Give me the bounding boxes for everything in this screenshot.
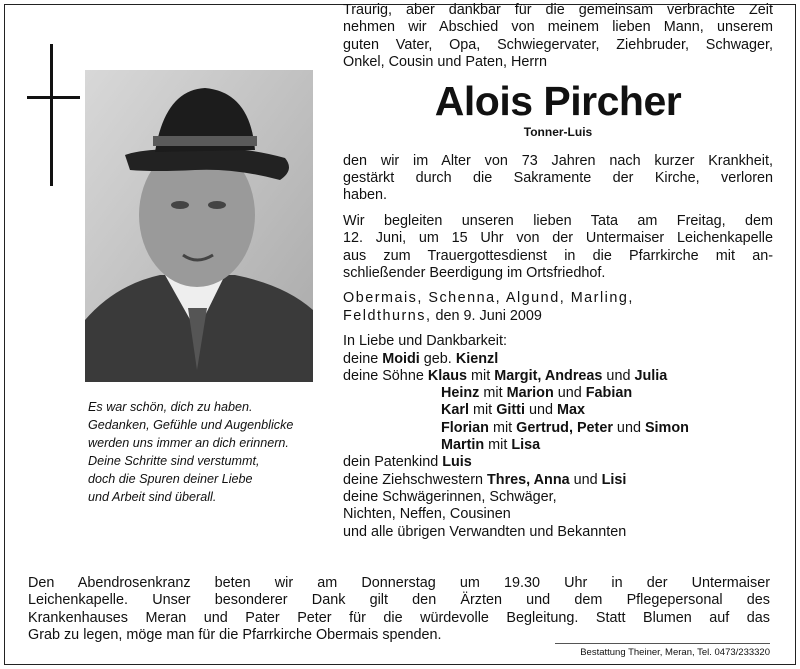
rosary-line: Krankenhauses Meran und Pater Peter für die würdevolle Begleitung. Statt Blumen auf das [28, 609, 770, 626]
family-inlaws: deine Schwägerinnen, Schwäger, [343, 488, 557, 505]
place-date [343, 290, 773, 325]
son-family-last: Max [556, 402, 585, 419]
son-name: Klaus [427, 367, 468, 384]
place-name: Feldthurns, [343, 307, 432, 324]
son-and: und [553, 385, 586, 402]
son-family-last: Fabian [585, 385, 633, 402]
family-son [343, 420, 773, 437]
sons-prefix: deine Söhne [343, 367, 428, 384]
quote-line: doch die Spuren deiner Liebe [88, 472, 253, 486]
son-family-names: Gertrud, Peter [516, 419, 613, 436]
quote-line: und Arbeit sind überall. [88, 490, 217, 504]
age-line: den wir im Alter von 73 Jahren nach kurzer Krankheit, [343, 152, 773, 169]
intro-line: Onkel, Cousin und Paten, Herrn [343, 54, 547, 71]
son-family-names: Lisa [511, 437, 541, 454]
son-with: mit [484, 437, 512, 454]
son-name: Florian [441, 419, 489, 436]
funeral-line: Wir begleiten unseren lieben Tata am Freitag, dem [343, 212, 773, 229]
wife-born: geb. [419, 350, 456, 367]
quote-line: Es war schön, dich zu haben. [88, 400, 253, 414]
rosary-paragraph [28, 575, 770, 645]
place-date-line [343, 308, 773, 325]
funeral-line: 12. Juni, um 15 Uhr von der Untermaiser Leichenkapelle [343, 230, 773, 247]
age-paragraph [343, 153, 773, 205]
wife-name: Moidi [382, 350, 420, 367]
family-son [343, 402, 773, 419]
cross-vertical-bar [50, 44, 53, 186]
deceased-name: Alois Pircher [434, 77, 682, 124]
foster-names: Thres, Anna [486, 471, 570, 488]
funeral-home-credit: Bestattung Theiner, Meran, Tel. 0473/233320 [580, 647, 770, 658]
family-list [343, 333, 773, 541]
son-name: Karl [441, 402, 469, 419]
son-name: Heinz [441, 385, 480, 402]
foster-last: Lisi [601, 471, 627, 488]
deceased-nickname: Tonner-Luis [523, 124, 593, 139]
son-family-last: Julia [634, 367, 668, 384]
son-family-names: Margit, Andreas [494, 367, 603, 384]
rosary-line: Den Abendrosenkranz beten wir am Donnerstag um 19.30 Uhr in der Untermaiser [28, 575, 770, 591]
family-godchild [343, 454, 773, 471]
intro-paragraph [343, 2, 773, 72]
son-family-names: Marion [506, 385, 554, 402]
son-with: mit [469, 402, 497, 419]
intro-line: guten Vater, Opa, Schwiegervater, Ziehbruder, Schwager, [343, 36, 773, 53]
son-with: mit [467, 367, 495, 384]
rosary-line: Grab zu legen, möge man für die Pfarrkirche Obermais spenden. [28, 627, 442, 644]
son-and: und [524, 402, 557, 419]
son-and: und [612, 419, 645, 436]
son-and: und [602, 367, 635, 384]
announcement-column [343, 2, 773, 541]
age-line: haben. [343, 187, 388, 204]
wife-maiden-name: Kienzl [455, 350, 499, 367]
portrait-illustration [85, 70, 313, 382]
memorial-quote [88, 398, 348, 506]
credit-divider [555, 643, 770, 644]
foster-and: und [569, 471, 602, 488]
quote-line: Gedanken, Gefühle und Augenblicke [88, 418, 294, 432]
quote-line: Deine Schritte sind verstummt, [88, 454, 260, 468]
godchild-prefix: dein Patenkind [343, 454, 443, 471]
funeral-paragraph [343, 213, 773, 283]
family-nieces: Nichten, Neffen, Cousinen [343, 506, 511, 523]
place-line: Obermais, Schenna, Algund, Marling, [343, 290, 634, 307]
intro-line: Traurig, aber dankbar für die gemeinsam verbrachte Zeit [343, 2, 773, 18]
intro-line: nehmen wir Abschied von meinem lieben Mann, unserem [343, 19, 773, 36]
son-family-last: Simon [644, 419, 689, 436]
family-foster-sisters [343, 472, 773, 489]
notice-date: den 9. Juni 2009 [431, 307, 542, 324]
funeral-line: schließender Beerdigung im Ortsfriedhof. [343, 265, 606, 282]
family-son [343, 437, 773, 454]
portrait-photo [85, 70, 313, 382]
rosary-line: Leichenkapelle. Unser besonderer Dank gilt den Ärzten und dem Pflegepersonal des [28, 592, 770, 609]
foster-prefix: deine Ziehschwestern [343, 471, 487, 488]
family-opening: In Liebe und Dankbarkeit: [343, 333, 508, 350]
cross-horizontal-bar [27, 96, 80, 99]
wife-prefix: deine [343, 350, 383, 367]
family-son [343, 368, 773, 385]
family-son [343, 385, 773, 402]
family-others: und alle übrigen Verwandten und Bekannten [343, 523, 627, 540]
son-name: Martin [441, 437, 485, 454]
son-with: mit [479, 385, 507, 402]
son-family-names: Gitti [496, 402, 525, 419]
age-line: gestärkt durch die Sakramente der Kirche, verloren [343, 170, 773, 187]
godchild-name: Luis [442, 454, 472, 471]
quote-line: werden uns immer an dich erinnern. [88, 436, 289, 450]
funeral-line: aus zum Trauergottesdienst in die Pfarrkirche mit an- [343, 247, 773, 264]
family-wife [343, 351, 773, 368]
son-with: mit [488, 419, 517, 436]
